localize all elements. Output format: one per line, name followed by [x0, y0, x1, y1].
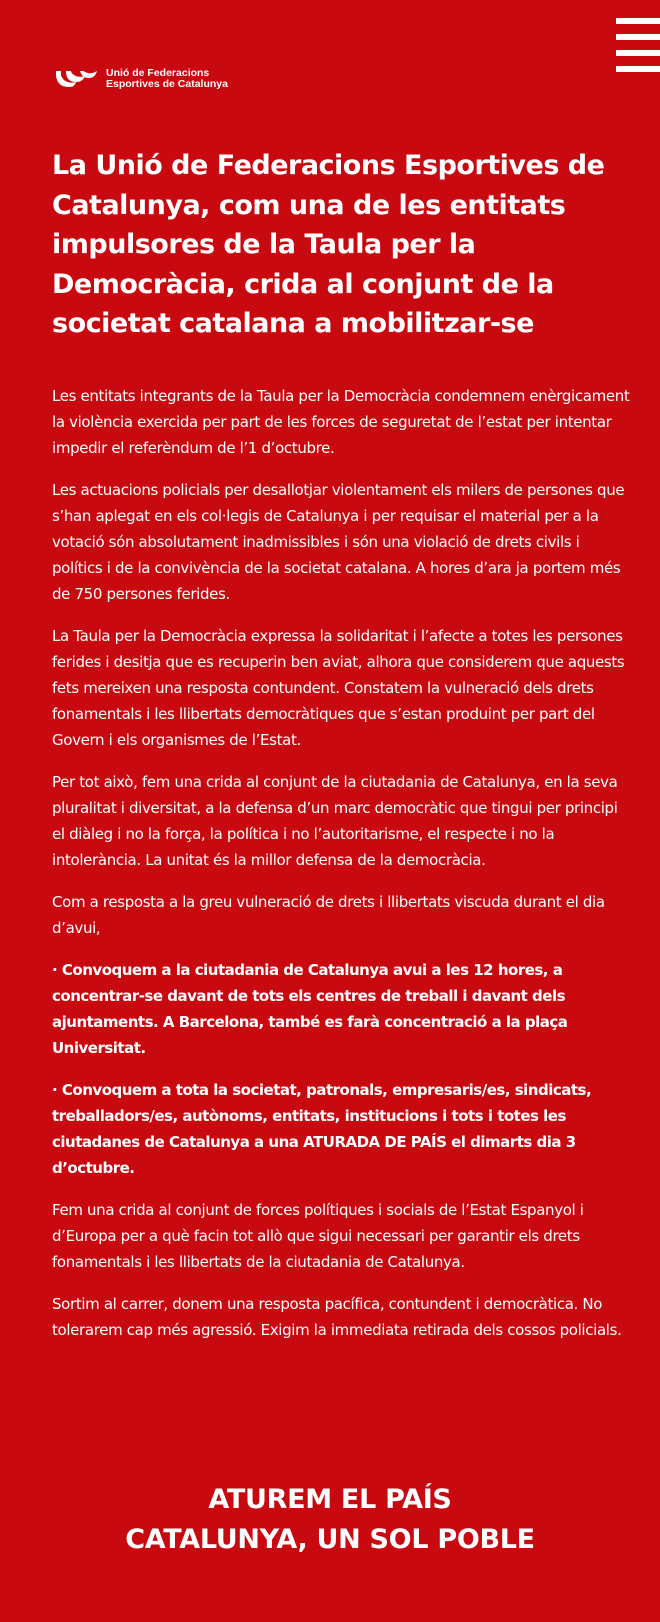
- logo-line-1: Unió de Federacions: [106, 67, 210, 79]
- statement-body: [52, 383, 632, 1359]
- paragraph-3: La Taula per la Democràcia expressa la solidaritat i l’afecte a totes les persones ferides i desitja que es recuperin ben aviat, alhora que considerem que aquests fets mereixen una resposta contundent. Constatem la vulneració dels drets fonamentals i les llibertats democràtiques que s’estan produint per part del Govern i els organismes de l’Estat.: [52, 627, 625, 749]
- logo-line-2: Esportives de Catalunya: [106, 78, 228, 90]
- slogan-line-1: ATUREM EL PAÍS: [208, 1484, 452, 1515]
- paragraph-8: Fem una crida al conjunt de forces polítiques i socials de l’Estat Espanyol i d’Europa per a què facin tot allò que sigui necessari per garantir els drets fonamentals i les llibertats de la ciutadania de Catalunya.: [52, 1201, 584, 1271]
- paragraph-1: Les entitats integrants de la Taula per la Democràcia condemnem enèrgicament la violència exercida per part de les forces de seguretat de l’estat per intentar impedir el referèndum de l’1 d’octubre.: [52, 387, 630, 457]
- page-title: La Unió de Federacions Esportives de Catalunya, com una de les entitats impulsores de la Taula per la Democràcia, crida al conjunt de la societat catalana a mobilitzar-se: [52, 150, 605, 339]
- call-to-action-2: · Convoquem a tota la societat, patronals, empresaris/es, sindicats, treballadors/es, autònoms, entitats, institucions i tots i totes les ciutadanes de Catalunya a una ATURADA DE PAÍS el dimarts dia 3 d’octubre.: [52, 1081, 592, 1177]
- slogan-line-2: CATALUNYA, UN SOL POBLE: [125, 1524, 535, 1555]
- call-to-action-1: · Convoquem a la ciutadania de Catalunya avui a les 12 hores, a concentrar-se davant de tots els centres de treball i davant dels ajuntaments. A Barcelona, també es farà concentració a la plaça Universitat.: [52, 961, 568, 1057]
- federation-logo[interactable]: [52, 68, 228, 90]
- menu-bar: [616, 66, 660, 72]
- paragraph-4: Per tot això, fem una crida al conjunt de la ciutadania de Catalunya, en la seva pluralitat i diversitat, a la defensa d’un marc democràtic que tingui per principi el diàleg i no la força, la política i no l’autoritarisme, el respecte i no la intolerància. La unitat és la millor defensa de la democràcia.: [52, 773, 618, 869]
- paragraph-5: Com a resposta a la greu vulneració de drets i llibertats viscuda durant el dia d’avui,: [52, 893, 605, 937]
- hamburger-menu-icon[interactable]: [616, 18, 660, 72]
- paragraph-9: Sortim al carrer, donem una resposta pacífica, contundent i democràtica. No tolerarem cap més agressió. Exigim la immediata retirada dels cossos policials.: [52, 1295, 622, 1339]
- menu-bar: [616, 50, 660, 56]
- menu-bar: [616, 34, 660, 40]
- slogan: [0, 1480, 660, 1560]
- paragraph-2: Les actuacions policials per desallotjar violentament els milers de persones que s’han aplegat en els col·legis de Catalunya i per requisar el material per a la votació són absolutament inadmissibles i són una violació de drets civils i polítics i de la convivència de la societat catalana. A hores d’ara ja portem més de 750 persones ferides.: [52, 481, 625, 603]
- federation-logo-icon: [52, 68, 100, 90]
- menu-bar: [616, 18, 660, 24]
